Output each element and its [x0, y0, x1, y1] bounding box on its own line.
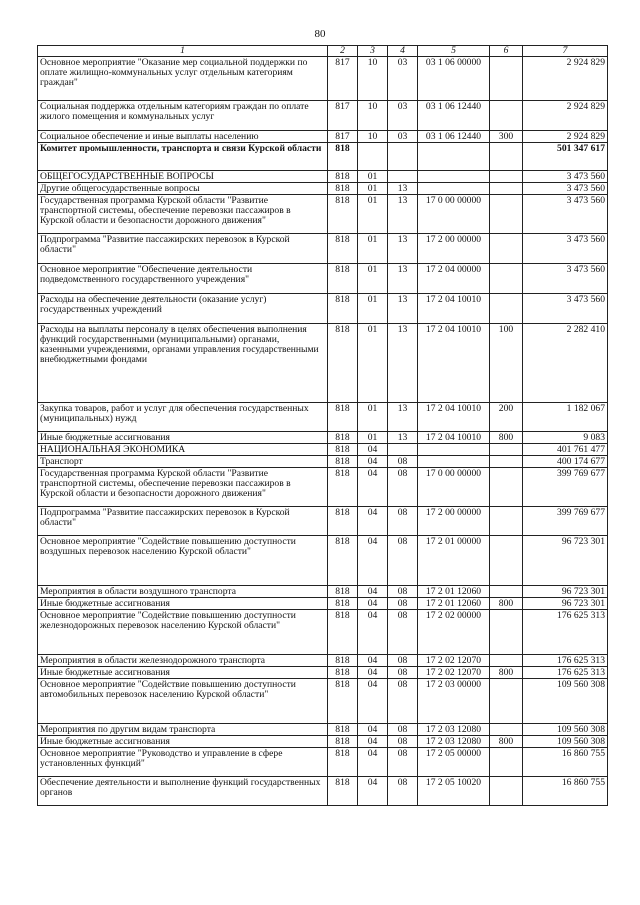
table-row	[38, 264, 608, 294]
cell-section: 04	[358, 468, 388, 507]
cell-grbs: 818	[328, 598, 358, 610]
cell-name: Основное мероприятие "Обеспечение деятельности подведомственного государственного учреждения"	[38, 264, 328, 294]
table-row	[38, 143, 608, 171]
cell-amount: 96 723 301	[523, 536, 608, 586]
cell-name: Иные бюджетные ассигнования	[38, 667, 328, 679]
table-row	[38, 777, 608, 806]
cell-section: 04	[358, 586, 388, 598]
cell-amount: 399 769 677	[523, 468, 608, 507]
cell-grbs: 817	[328, 101, 358, 131]
cell-target-item: 17 2 04 10010	[418, 324, 490, 403]
cell-target-item: 03 1 06 12440	[418, 131, 490, 143]
cell-amount: 3 473 560	[523, 264, 608, 294]
cell-section: 01	[358, 403, 388, 432]
cell-expense-type: 300	[490, 131, 523, 143]
column-header: 2	[328, 46, 358, 57]
cell-amount: 96 723 301	[523, 586, 608, 598]
cell-subsection: 08	[388, 736, 418, 748]
cell-expense-type	[490, 143, 523, 171]
cell-name: Основное мероприятие "Руководство и управление в сфере установленных функций"	[38, 748, 328, 777]
cell-expense-type	[490, 195, 523, 234]
cell-subsection: 13	[388, 264, 418, 294]
cell-grbs: 818	[328, 507, 358, 536]
cell-target-item: 17 2 03 00000	[418, 679, 490, 724]
cell-name: Государственная программа Курской области "Развитие транспортной системы, обеспечение перевозки пассажиров в Курской области и безопасности дорожного движения"	[38, 468, 328, 507]
table-row	[38, 598, 608, 610]
cell-section: 04	[358, 736, 388, 748]
cell-name: Социальное обеспечение и иные выплаты населению	[38, 131, 328, 143]
cell-target-item: 17 2 01 12060	[418, 586, 490, 598]
cell-target-item: 03 1 06 00000	[418, 57, 490, 101]
cell-name: Подпрограмма "Развитие пассажирских перевозок в Курской области"	[38, 234, 328, 264]
cell-name: Иные бюджетные ассигнования	[38, 598, 328, 610]
column-header: 4	[388, 46, 418, 57]
table-row	[38, 171, 608, 183]
cell-section: 04	[358, 667, 388, 679]
table-row	[38, 234, 608, 264]
cell-name: Расходы на обеспечение деятельности (оказание услуг) государственных учреждений	[38, 294, 328, 324]
cell-amount: 399 769 677	[523, 507, 608, 536]
cell-grbs: 818	[328, 294, 358, 324]
cell-expense-type: 800	[490, 736, 523, 748]
cell-name: Государственная программа Курской области "Развитие транспортной системы, обеспечение перевозки пассажиров в Курской области и безопасности дорожного движения"	[38, 195, 328, 234]
cell-amount: 109 560 308	[523, 736, 608, 748]
cell-grbs: 818	[328, 264, 358, 294]
cell-target-item: 17 2 02 00000	[418, 610, 490, 655]
page-number: 80	[314, 28, 326, 40]
cell-subsection: 13	[388, 183, 418, 195]
cell-name: Иные бюджетные ассигнования	[38, 736, 328, 748]
cell-expense-type: 200	[490, 403, 523, 432]
cell-target-item	[418, 456, 490, 468]
table-row	[38, 586, 608, 598]
cell-expense-type	[490, 748, 523, 777]
cell-grbs: 818	[328, 403, 358, 432]
cell-subsection: 13	[388, 403, 418, 432]
cell-section: 04	[358, 724, 388, 736]
table-row	[38, 507, 608, 536]
cell-expense-type	[490, 444, 523, 456]
cell-grbs: 818	[328, 679, 358, 724]
column-header: 1	[38, 46, 328, 57]
cell-grbs: 818	[328, 655, 358, 667]
cell-grbs: 818	[328, 468, 358, 507]
cell-grbs: 817	[328, 57, 358, 101]
cell-target-item	[418, 171, 490, 183]
cell-target-item: 17 2 03 12080	[418, 736, 490, 748]
cell-amount: 1 182 067	[523, 403, 608, 432]
cell-section: 04	[358, 748, 388, 777]
cell-amount: 16 860 755	[523, 777, 608, 806]
cell-section: 10	[358, 57, 388, 101]
cell-amount: 109 560 308	[523, 679, 608, 724]
cell-amount: 176 625 313	[523, 667, 608, 679]
cell-target-item: 17 2 00 00000	[418, 234, 490, 264]
cell-subsection: 13	[388, 294, 418, 324]
cell-target-item: 17 2 04 00000	[418, 264, 490, 294]
cell-expense-type	[490, 586, 523, 598]
cell-section: 04	[358, 777, 388, 806]
cell-name: Мероприятия в области железнодорожного транспорта	[38, 655, 328, 667]
table-row	[38, 748, 608, 777]
cell-expense-type	[490, 294, 523, 324]
cell-name: Закупка товаров, работ и услуг для обеспечения государственных (муниципальных) нужд	[38, 403, 328, 432]
cell-expense-type	[490, 183, 523, 195]
budget-table	[37, 45, 608, 806]
cell-target-item	[418, 183, 490, 195]
cell-subsection: 13	[388, 234, 418, 264]
cell-amount: 401 761 477	[523, 444, 608, 456]
cell-section: 04	[358, 598, 388, 610]
cell-amount: 3 473 560	[523, 195, 608, 234]
cell-section: 01	[358, 195, 388, 234]
cell-grbs: 818	[328, 777, 358, 806]
cell-grbs: 817	[328, 131, 358, 143]
cell-subsection: 03	[388, 57, 418, 101]
cell-grbs: 818	[328, 234, 358, 264]
cell-target-item: 17 2 01 12060	[418, 598, 490, 610]
cell-subsection: 08	[388, 586, 418, 598]
table-row	[38, 667, 608, 679]
cell-grbs: 818	[328, 724, 358, 736]
column-header: 3	[358, 46, 388, 57]
table-row	[38, 468, 608, 507]
cell-section: 01	[358, 432, 388, 444]
cell-section	[358, 143, 388, 171]
table-row	[38, 183, 608, 195]
cell-name: Обеспечение деятельности и выполнение функций государственных органов	[38, 777, 328, 806]
cell-section: 01	[358, 171, 388, 183]
table-row	[38, 536, 608, 586]
cell-amount: 16 860 755	[523, 748, 608, 777]
cell-amount: 2 282 410	[523, 324, 608, 403]
cell-expense-type	[490, 101, 523, 131]
cell-subsection: 08	[388, 748, 418, 777]
cell-target-item: 03 1 06 12440	[418, 101, 490, 131]
cell-expense-type	[490, 536, 523, 586]
cell-name: Комитет промышленности, транспорта и связи Курской области	[38, 143, 328, 171]
table-row	[38, 131, 608, 143]
cell-amount: 2 924 829	[523, 101, 608, 131]
cell-expense-type	[490, 264, 523, 294]
cell-expense-type	[490, 655, 523, 667]
cell-expense-type	[490, 171, 523, 183]
cell-amount: 3 473 560	[523, 183, 608, 195]
table-row	[38, 195, 608, 234]
cell-amount: 109 560 308	[523, 724, 608, 736]
cell-expense-type	[490, 57, 523, 101]
cell-amount: 2 924 829	[523, 131, 608, 143]
cell-subsection: 08	[388, 667, 418, 679]
cell-name: Основное мероприятие "Оказание мер социальной поддержки по оплате жилищно-коммунальных услуг отдельным категориям граждан"	[38, 57, 328, 101]
cell-target-item: 17 2 04 10010	[418, 432, 490, 444]
cell-target-item	[418, 444, 490, 456]
cell-subsection: 08	[388, 655, 418, 667]
cell-subsection: 08	[388, 468, 418, 507]
cell-expense-type	[490, 456, 523, 468]
cell-name: Социальная поддержка отдельным категориям граждан по оплате жилого помещения и коммунальных услуг	[38, 101, 328, 131]
cell-section: 04	[358, 610, 388, 655]
cell-amount: 176 625 313	[523, 655, 608, 667]
cell-target-item	[418, 143, 490, 171]
cell-expense-type	[490, 234, 523, 264]
cell-grbs: 818	[328, 667, 358, 679]
cell-section: 01	[358, 183, 388, 195]
cell-name: Транспорт	[38, 456, 328, 468]
cell-grbs: 818	[328, 195, 358, 234]
table-row	[38, 444, 608, 456]
cell-grbs: 818	[328, 143, 358, 171]
cell-target-item: 17 2 04 10010	[418, 403, 490, 432]
cell-target-item: 17 2 02 12070	[418, 655, 490, 667]
cell-grbs: 818	[328, 183, 358, 195]
cell-section: 01	[358, 234, 388, 264]
table-row	[38, 736, 608, 748]
cell-subsection: 03	[388, 101, 418, 131]
cell-expense-type	[490, 679, 523, 724]
cell-section: 10	[358, 131, 388, 143]
cell-subsection: 08	[388, 777, 418, 806]
cell-subsection	[388, 444, 418, 456]
cell-section: 04	[358, 507, 388, 536]
cell-section: 04	[358, 444, 388, 456]
cell-expense-type: 100	[490, 324, 523, 403]
table-row	[38, 403, 608, 432]
table-row	[38, 57, 608, 101]
cell-expense-type	[490, 610, 523, 655]
cell-target-item: 17 2 05 10020	[418, 777, 490, 806]
cell-section: 04	[358, 655, 388, 667]
table-row	[38, 655, 608, 667]
cell-subsection: 13	[388, 324, 418, 403]
table-row	[38, 610, 608, 655]
cell-subsection	[388, 143, 418, 171]
cell-amount: 3 473 560	[523, 234, 608, 264]
cell-amount: 3 473 560	[523, 294, 608, 324]
cell-name: Расходы на выплаты персоналу в целях обеспечения выполнения функций государственными (муниципальными) органами, казенными учреждениями, органами управления государственными внебюджетными фондами	[38, 324, 328, 403]
cell-name: Мероприятия по другим видам транспорта	[38, 724, 328, 736]
cell-section: 04	[358, 456, 388, 468]
cell-subsection	[388, 171, 418, 183]
cell-target-item: 17 2 01 00000	[418, 536, 490, 586]
table-row	[38, 294, 608, 324]
cell-amount: 501 347 617	[523, 143, 608, 171]
cell-section: 04	[358, 679, 388, 724]
cell-expense-type	[490, 468, 523, 507]
cell-grbs: 818	[328, 324, 358, 403]
cell-subsection: 13	[388, 432, 418, 444]
cell-subsection: 08	[388, 456, 418, 468]
cell-expense-type	[490, 507, 523, 536]
cell-name: Основное мероприятие "Содействие повышению доступности железнодорожных перевозок населению Курской области"	[38, 610, 328, 655]
cell-amount: 9 083	[523, 432, 608, 444]
cell-grbs: 818	[328, 171, 358, 183]
cell-grbs: 818	[328, 748, 358, 777]
cell-grbs: 818	[328, 736, 358, 748]
cell-target-item: 17 2 00 00000	[418, 507, 490, 536]
table-row	[38, 101, 608, 131]
column-header: 5	[418, 46, 490, 57]
cell-grbs: 818	[328, 456, 358, 468]
cell-section: 10	[358, 101, 388, 131]
cell-name: Подпрограмма "Развитие пассажирских перевозок в Курской области"	[38, 507, 328, 536]
cell-name: ОБЩЕГОСУДАРСТВЕННЫЕ ВОПРОСЫ	[38, 171, 328, 183]
cell-target-item: 17 2 03 12080	[418, 724, 490, 736]
cell-expense-type	[490, 777, 523, 806]
cell-subsection: 13	[388, 195, 418, 234]
cell-expense-type: 800	[490, 432, 523, 444]
column-header: 6	[490, 46, 523, 57]
cell-expense-type: 800	[490, 598, 523, 610]
column-number-header	[38, 46, 608, 57]
cell-amount: 96 723 301	[523, 598, 608, 610]
cell-subsection: 08	[388, 724, 418, 736]
cell-expense-type: 800	[490, 667, 523, 679]
cell-subsection: 08	[388, 598, 418, 610]
cell-grbs: 818	[328, 586, 358, 598]
cell-section: 04	[358, 536, 388, 586]
cell-target-item: 17 0 00 00000	[418, 195, 490, 234]
cell-amount: 2 924 829	[523, 57, 608, 101]
cell-name: Основное мероприятие "Содействие повышению доступности автомобильных перевозок населению Курской области"	[38, 679, 328, 724]
cell-amount: 3 473 560	[523, 171, 608, 183]
cell-grbs: 818	[328, 444, 358, 456]
cell-subsection: 08	[388, 507, 418, 536]
cell-section: 01	[358, 324, 388, 403]
cell-grbs: 818	[328, 536, 358, 586]
column-header: 7	[523, 46, 608, 57]
cell-amount: 176 625 313	[523, 610, 608, 655]
cell-name: Мероприятия в области воздушного транспорта	[38, 586, 328, 598]
cell-grbs: 818	[328, 610, 358, 655]
cell-expense-type	[490, 724, 523, 736]
cell-target-item: 17 2 04 10010	[418, 294, 490, 324]
cell-target-item: 17 2 05 00000	[418, 748, 490, 777]
cell-name: Иные бюджетные ассигнования	[38, 432, 328, 444]
table-row	[38, 724, 608, 736]
cell-name: Основное мероприятие "Содействие повышению доступности воздушных перевозок населению Курской области"	[38, 536, 328, 586]
cell-target-item: 17 0 00 00000	[418, 468, 490, 507]
cell-subsection: 08	[388, 536, 418, 586]
cell-grbs: 818	[328, 432, 358, 444]
table-row	[38, 456, 608, 468]
table-row	[38, 324, 608, 403]
cell-target-item: 17 2 02 12070	[418, 667, 490, 679]
cell-name: Другие общегосударственные вопросы	[38, 183, 328, 195]
cell-name: НАЦИОНАЛЬНАЯ ЭКОНОМИКА	[38, 444, 328, 456]
cell-subsection: 08	[388, 610, 418, 655]
table-row	[38, 679, 608, 724]
cell-amount: 400 174 677	[523, 456, 608, 468]
cell-subsection: 03	[388, 131, 418, 143]
cell-section: 01	[358, 264, 388, 294]
cell-subsection: 08	[388, 679, 418, 724]
table-row	[38, 432, 608, 444]
cell-section: 01	[358, 294, 388, 324]
